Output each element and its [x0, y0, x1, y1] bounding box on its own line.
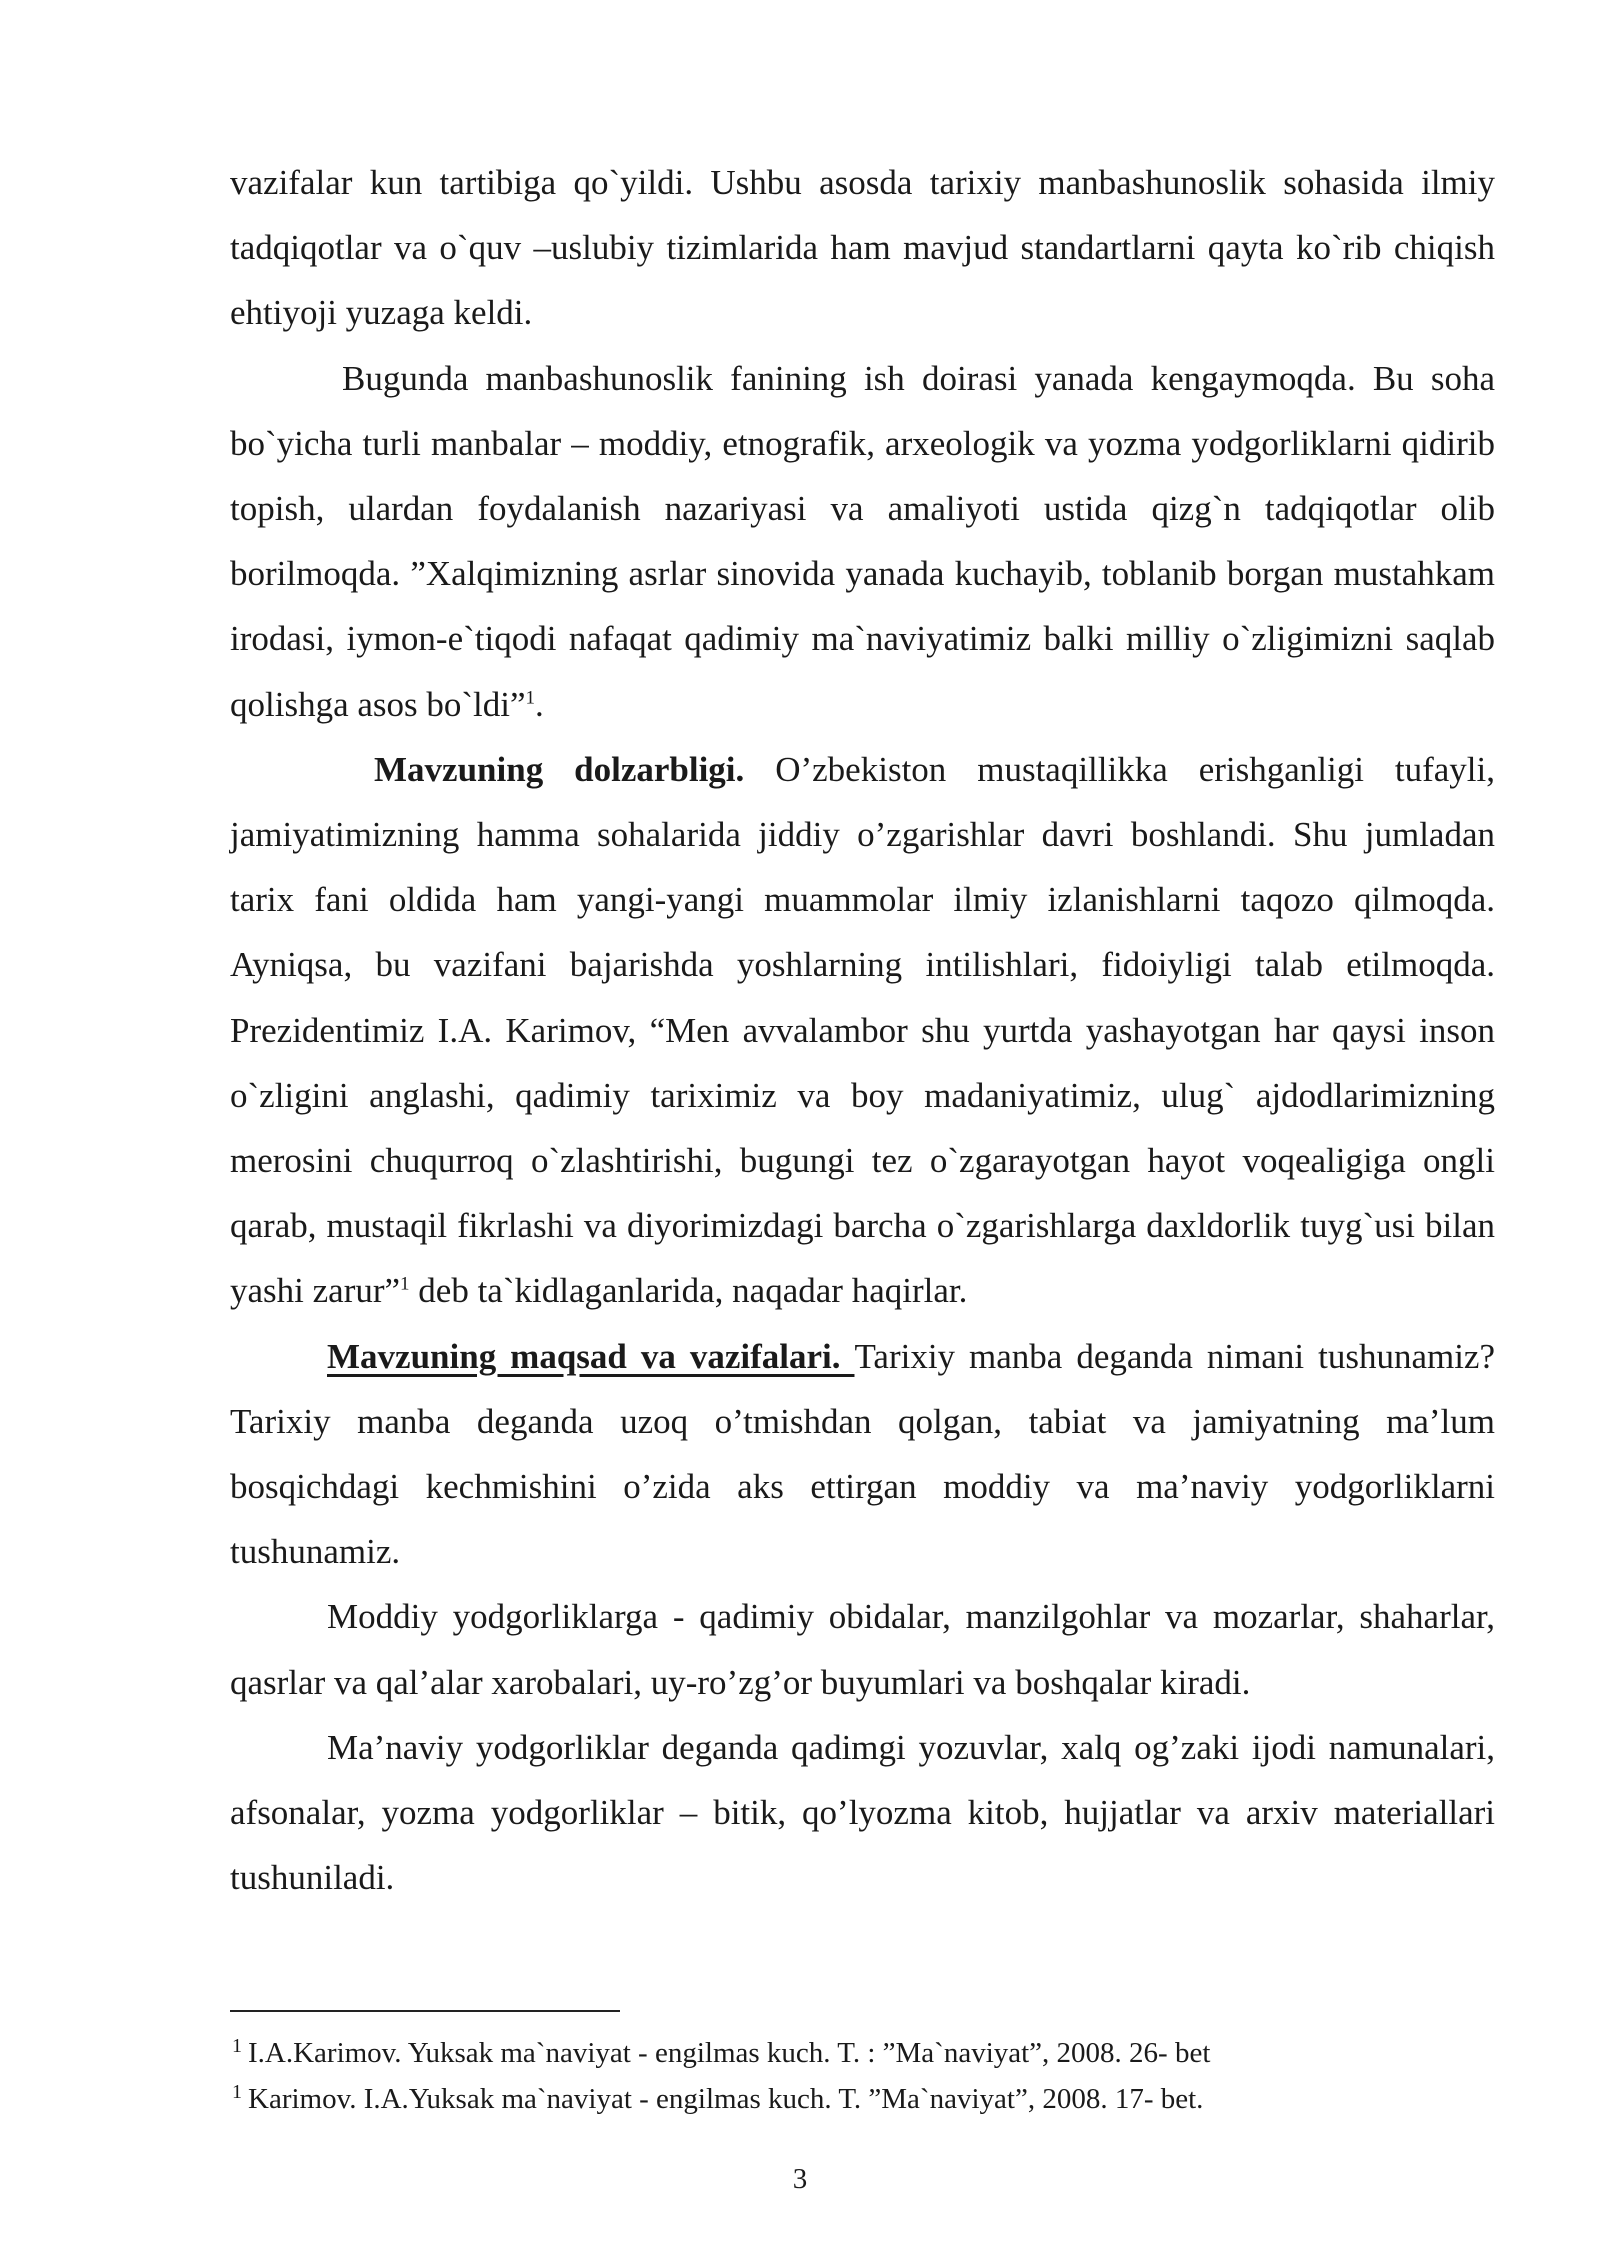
material-monuments-text: Moddiy yodgorliklarga - qadimiy obidalar, manzilgohlar va mozarlar, shaharlar, qasrlar va qal’alar xarobalari, uy-ro’zg’or buyumlari va boshqalar kiradi.: [230, 1597, 1495, 1702]
footnotes: [232, 2030, 1497, 2122]
footnote-2-mark: 1: [232, 2081, 242, 2103]
paragraph-spiritual-monuments: [230, 1715, 1495, 1911]
footnote-separator: [230, 2010, 620, 2012]
paragraph-2-end: .: [535, 684, 544, 724]
page-number: 3: [792, 2163, 808, 2195]
paragraph-2: [230, 346, 1495, 737]
spiritual-monuments-text: Ma’naviy yodgorliklar deganda qadimgi yozuvlar, xalq og’zaki ijodi namunalari, afsonalar, yozma yodgorliklar – bitik, qo’lyozma kitob, hujjatlar va arxiv materiallari tushuniladi.: [230, 1727, 1495, 1898]
paragraph-goals: [230, 1324, 1495, 1585]
goals-text: Tarixiy manba deganda nimani tushunamiz? Tarixiy manba deganda uzoq o’tmishdan qolgan, tabiat va jamiyatning ma’lum bosqichdagi kechmishini o’zida aks ettirgan moddiy va ma’naviy yodgorliklarni tushunamiz.: [230, 1336, 1495, 1572]
paragraph-2-text: Bugunda manbashunoslik fanining ish doirasi yanada kengaymoqda. Bu soha bo`yicha turli manbalar – moddiy, etnografik, arxeologik va yozma yodgorliklarni qidirib topish, ulardan foydalanish nazariyasi va amaliyoti ustida qizg`n tadqiqotlar olib borilmoqda. ”Xalqimizning asrlar sinovida yanada kuchayib, toblanib borgan mustahkam irodasi, iymon-e`tiqodi nafaqat qadimiy ma`naviyatimiz balki milliy o`zligimizni saqlab qolishga asos bo`ldi”: [230, 358, 1495, 724]
relevance-text-end: deb ta`kidlaganlarida, naqadar haqirlar.: [409, 1271, 968, 1311]
footnote-1-mark: 1: [232, 2035, 242, 2057]
footnote-ref-2[interactable]: 1: [400, 1273, 410, 1295]
footnote-1-text: I.A.Karimov. Yuksak ma`naviyat - engilmas kuch. T. : ”Ma`naviyat”, 2008. 26- bet: [248, 2037, 1211, 2069]
paragraph-1-text: vazifalar kun tartibiga qo`yildi. Ushbu asosda tarixiy manbashunoslik sohasida ilmiy tadqiqotlar va o`quv –uslubiy tizimlarida ham mavjud standartlarni qayta ko`rib chiqish ehtiyoji yuzaga keldi.: [230, 163, 1495, 333]
footnote-2-text: Karimov. I.A.Yuksak ma`naviyat - engilmas kuch. T. ”Ma`naviyat”, 2008. 17- bet.: [248, 2083, 1204, 2115]
goals-heading: Mavzuning maqsad va vazifalari.: [327, 1336, 855, 1376]
footnote-2: [232, 2076, 1497, 2122]
paragraph-relevance: [230, 737, 1495, 1324]
relevance-text: O’zbekiston mustaqillikka erishganligi tufayli, jamiyatimizning hamma sohalarida jiddiy o’zgarishlar davri boshlandi. Shu jumladan tarix fani oldida ham yangi-yangi muammolar ilmiy izlanishlarni taqozo qilmoqda. Ayniqsa, bu vazifani bajarishda yoshlarning intilishlari, fidoiyligi talab etilmoqda. Prezidentimiz I.A. Karimov, “Men avvalambor shu yurtda yashayotgan har qaysi inson o`zligini anglashi, qadimiy tariximiz va boy madaniyatimiz, ulug` ajdodlarimizning merosini chuqurroq o`zlashtirishi, bugungi tez o`zgarayotgan hayot voqealigiga ongli qarab, mustaqil fikrlashi va diyorimizdagi barcha o`zgarishlarga daxldorlik tuyg`usi bilan yashi zarur”: [230, 749, 1495, 1311]
paragraph-1: [230, 150, 1495, 346]
footnote-1: [232, 2030, 1497, 2076]
relevance-heading: Mavzuning dolzarbligi.: [374, 749, 745, 789]
footnote-ref-1[interactable]: 1: [525, 686, 536, 708]
document-body: [230, 150, 1495, 1910]
paragraph-material-monuments: [230, 1584, 1495, 1714]
